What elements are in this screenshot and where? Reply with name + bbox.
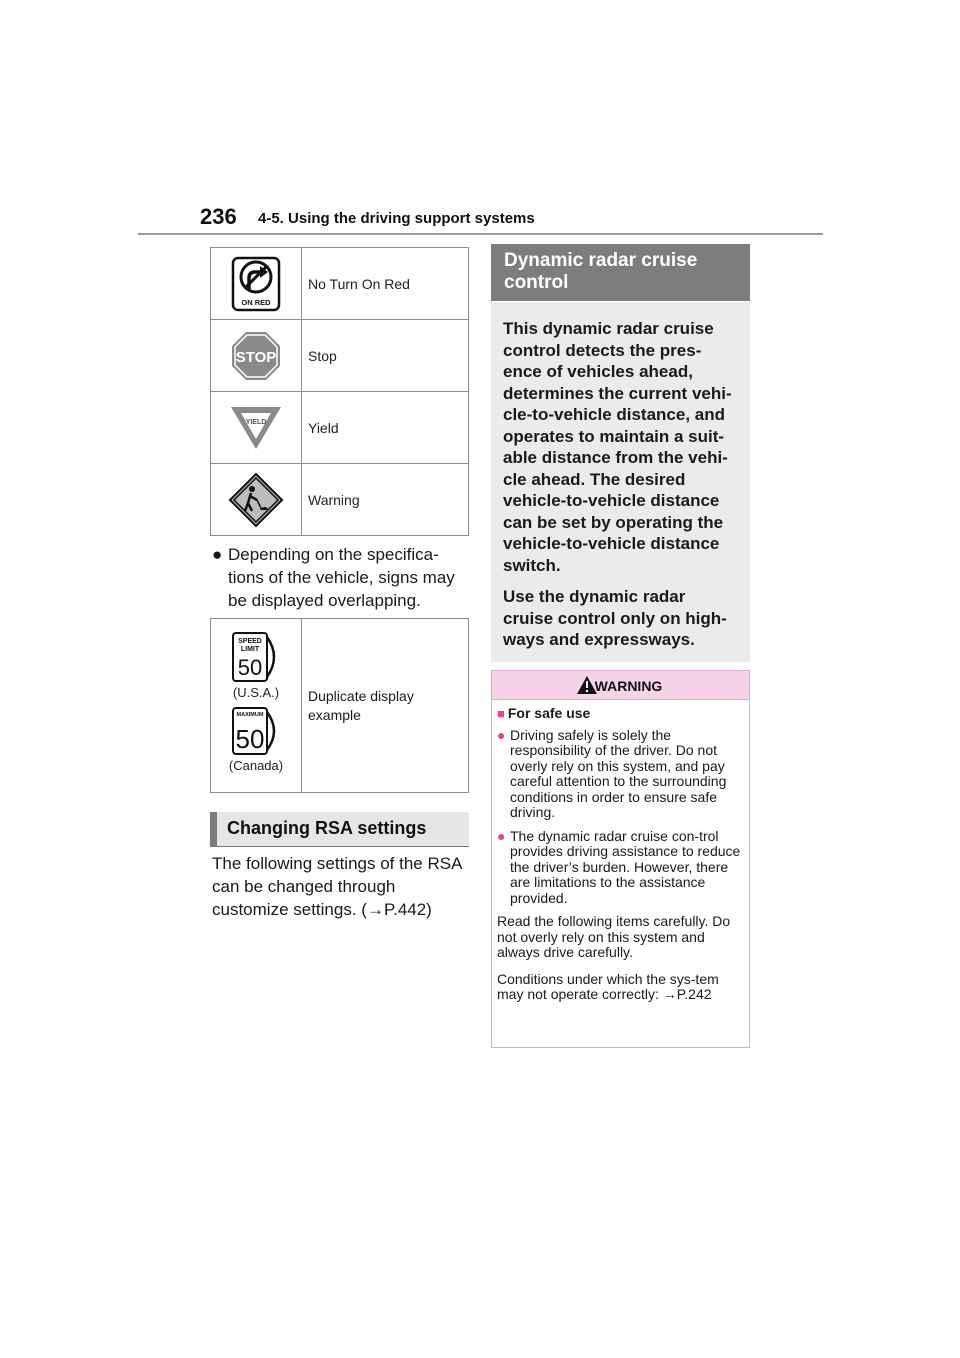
sign-text: SPEED <box>238 638 262 645</box>
sign-cell <box>211 464 302 536</box>
maximum-speed-sign-icon <box>229 706 283 756</box>
sign-label: Warning <box>302 464 469 536</box>
sign-text: ON RED <box>241 297 271 307</box>
warning-item-text: Driving safely is solely the responsibility of the driver. Do not overly rely on this system, and pay careful attention to the surrounding conditions in order to ensure safe driving. <box>510 726 727 820</box>
intro-paragraph: This dynamic radar cruise control detects the pres-ence of vehicles ahead, determines the current vehi-cle-to-vehicle distance, and operates to maintain a suit-able distance from the vehi-cle ahead. The desired vehicle-to-vehicle distance can be set by operating the vehicle-to-vehicle distance switch. <box>503 319 732 575</box>
rsa-paragraph: The following settings of the RSA can be changed through customize settings. (→P.442) <box>212 854 462 919</box>
warning-box <box>491 670 750 1048</box>
sign-text: YIELD <box>245 418 267 426</box>
bullet-text: Depending on the specifica-tions of the vehicle, signs may be displayed overlapping. <box>228 545 455 610</box>
table-row <box>211 619 469 793</box>
stop-sign-icon <box>230 330 282 382</box>
sign-caption: (Canada) <box>228 758 284 773</box>
yield-sign-icon <box>229 405 283 451</box>
warning-title: WARNING <box>594 678 663 694</box>
warning-subheading <box>497 706 743 722</box>
sign-text: 50 <box>237 655 263 680</box>
duplicate-label: Duplicate display example <box>302 619 469 793</box>
sign-text: 50 <box>235 724 265 754</box>
warning-paragraph: Read the following items carefully. Do not overly rely on this system and always drive carefully. <box>497 913 731 960</box>
intro-paragraph: Use the dynamic radar cruise control only on high-ways and expressways. <box>503 587 727 649</box>
sign-text: STOP <box>235 348 277 366</box>
bullet-dot-icon: ● <box>497 726 506 743</box>
warning-paragraph: Conditions under which the sys-tem may not operate correctly: →P.242 <box>497 970 719 1002</box>
page-header <box>200 204 820 234</box>
duplicate-display-table <box>210 618 469 793</box>
warning-body <box>492 700 749 1003</box>
bullet-dot-icon: ● <box>212 545 223 564</box>
header-rule <box>138 233 823 235</box>
warning-header <box>492 671 749 700</box>
warning-item-text: The dynamic radar cruise con-trol provides driving assistance to reduce the driver’s burden. However, there are limitations to the assistance provided. <box>510 827 741 906</box>
sign-caption: (U.S.A.) <box>232 685 280 700</box>
rsa-heading-text: Changing RSA settings <box>227 818 427 838</box>
square-bullet-icon: ■ <box>497 706 505 721</box>
rsa-heading <box>210 812 469 846</box>
sign-label: Stop <box>302 320 469 392</box>
no-turn-on-red-sign-icon <box>231 256 281 312</box>
page-number: 236 <box>200 204 237 229</box>
sign-cell <box>211 320 302 392</box>
table-row <box>211 464 469 536</box>
sign-label: Yield <box>302 392 469 464</box>
sign-label: No Turn On Red <box>302 248 469 320</box>
sign-text: MAXIMUM <box>236 712 264 718</box>
sign-cell <box>211 248 302 320</box>
dynamic-radar-intro <box>491 302 750 662</box>
list-item <box>497 728 743 821</box>
warning-sign-icon <box>228 472 284 528</box>
speed-limit-sign-icon <box>229 631 283 683</box>
table-row <box>211 248 469 320</box>
sign-cell <box>211 392 302 464</box>
bullet-item <box>212 543 472 612</box>
table-row <box>211 392 469 464</box>
dynamic-radar-heading: Dynamic radar cruise control <box>491 244 750 301</box>
bullet-dot-icon: ● <box>497 827 506 844</box>
sign-text: LIMIT <box>240 646 260 653</box>
list-item <box>497 829 743 907</box>
heading-underline <box>210 846 469 847</box>
section-title: 4-5. Using the driving support systems <box>258 210 535 227</box>
sign-cell <box>211 619 302 793</box>
sign-table <box>210 247 469 536</box>
warning-subheading-text: For safe use <box>507 705 591 721</box>
table-row <box>211 320 469 392</box>
